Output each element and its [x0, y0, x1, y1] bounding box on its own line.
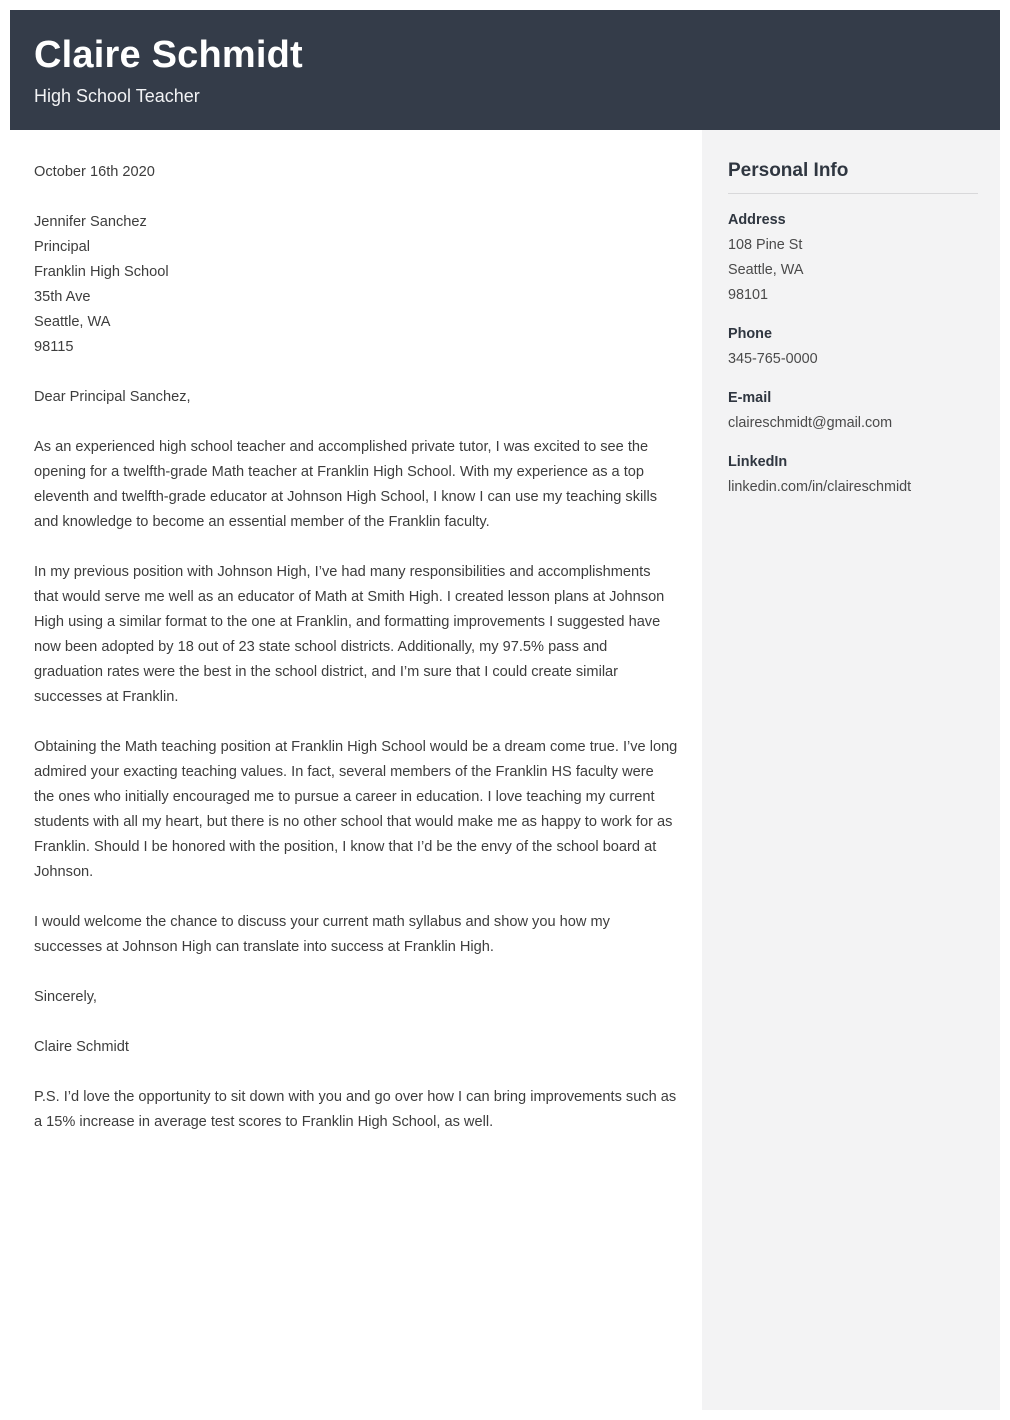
info-value-phone[interactable]: 345-765-0000 [728, 350, 818, 367]
document-sheet [10, 10, 1000, 1410]
letter-paragraph-3: Obtaining the Math teaching position at Franklin High School would be a dream come true. I’ve long admired your exacting teaching values. In fact, several members of the Franklin HS faculty were the ones who initially encouraged me to pursue a career in education. I love teaching my current students with all my heart, but there is no other school that would make me as happy to work for as Franklin. Should I be honored with the position, I know that I’d be the envy of the school board at Johnson. [34, 739, 678, 880]
applicant-name: Claire Schmidt [34, 34, 303, 76]
letter-salutation: Dear Principal Sanchez, [34, 389, 191, 405]
recipient-address-block [34, 210, 678, 360]
personal-info-sidebar [702, 130, 1000, 1410]
info-value-address-zip: 98101 [728, 286, 769, 303]
recipient-city-state: Seattle, WA [34, 314, 111, 330]
info-group-linkedin [728, 450, 976, 500]
recipient-title: Principal [34, 239, 90, 255]
info-value-address-street: 108 Pine St [728, 236, 803, 253]
letter-date: October 16th 2020 [34, 164, 155, 180]
letter-column [10, 130, 702, 1410]
info-label-linkedin: LinkedIn [728, 453, 788, 470]
sidebar-heading-divider [728, 193, 978, 194]
letter-paragraph-2: In my previous position with Johnson High, I’ve had many responsibilities and accomplishments that would serve me well as an educator of Math at Smith High. I created lesson plans at Johnson High using a similar format to the one at Franklin, and formatting improvements I suggested have now been adopted by 18 out of 23 state school districts. Additionally, my 97.5% pass and graduation rates were the best in the school district, and I’m sure that I could create similar successes at Franklin. [34, 564, 665, 705]
info-value-address-city-state: Seattle, WA [728, 261, 804, 278]
letter-closing: Sincerely, [34, 989, 97, 1005]
recipient-zip: 98115 [34, 339, 74, 355]
info-group-email [728, 386, 976, 436]
document-header-banner [10, 10, 1000, 130]
info-label-phone: Phone [728, 325, 772, 342]
info-value-linkedin[interactable]: linkedin.com/in/claireschmidt [728, 478, 912, 495]
letter-paragraph-4: I would welcome the chance to discuss your current math syllabus and show you how my successes at Johnson High can translate into success at Franklin High. [34, 914, 610, 955]
applicant-job-title: High School Teacher [34, 85, 200, 106]
recipient-organization: Franklin High School [34, 264, 169, 280]
sidebar-heading: Personal Info [728, 160, 849, 181]
letter-paragraph-1: As an experienced high school teacher and accomplished private tutor, I was excited to see the opening for a twelfth-grade Math teacher at Franklin High School. With my experience as a top eleventh and twelfth-grade educator at Johnson High School, I know I can use my teaching skills and knowledge to become an essential member of the Franklin faculty. [34, 439, 658, 530]
recipient-street: 35th Ave [34, 289, 91, 305]
letter-signature: Claire Schmidt [34, 1039, 129, 1055]
info-value-email[interactable]: claireschmidt@gmail.com [728, 414, 893, 431]
letter-postscript: P.S. I’d love the opportunity to sit down with you and go over how I can bring improvements such as a 15% increase in average test scores to Franklin High School, as well. [34, 1089, 677, 1130]
info-label-address: Address [728, 211, 786, 228]
recipient-name: Jennifer Sanchez [34, 214, 147, 230]
document-body [10, 130, 1000, 1410]
info-group-address [728, 208, 976, 308]
info-group-phone [728, 322, 976, 372]
info-label-email: E-mail [728, 389, 772, 406]
